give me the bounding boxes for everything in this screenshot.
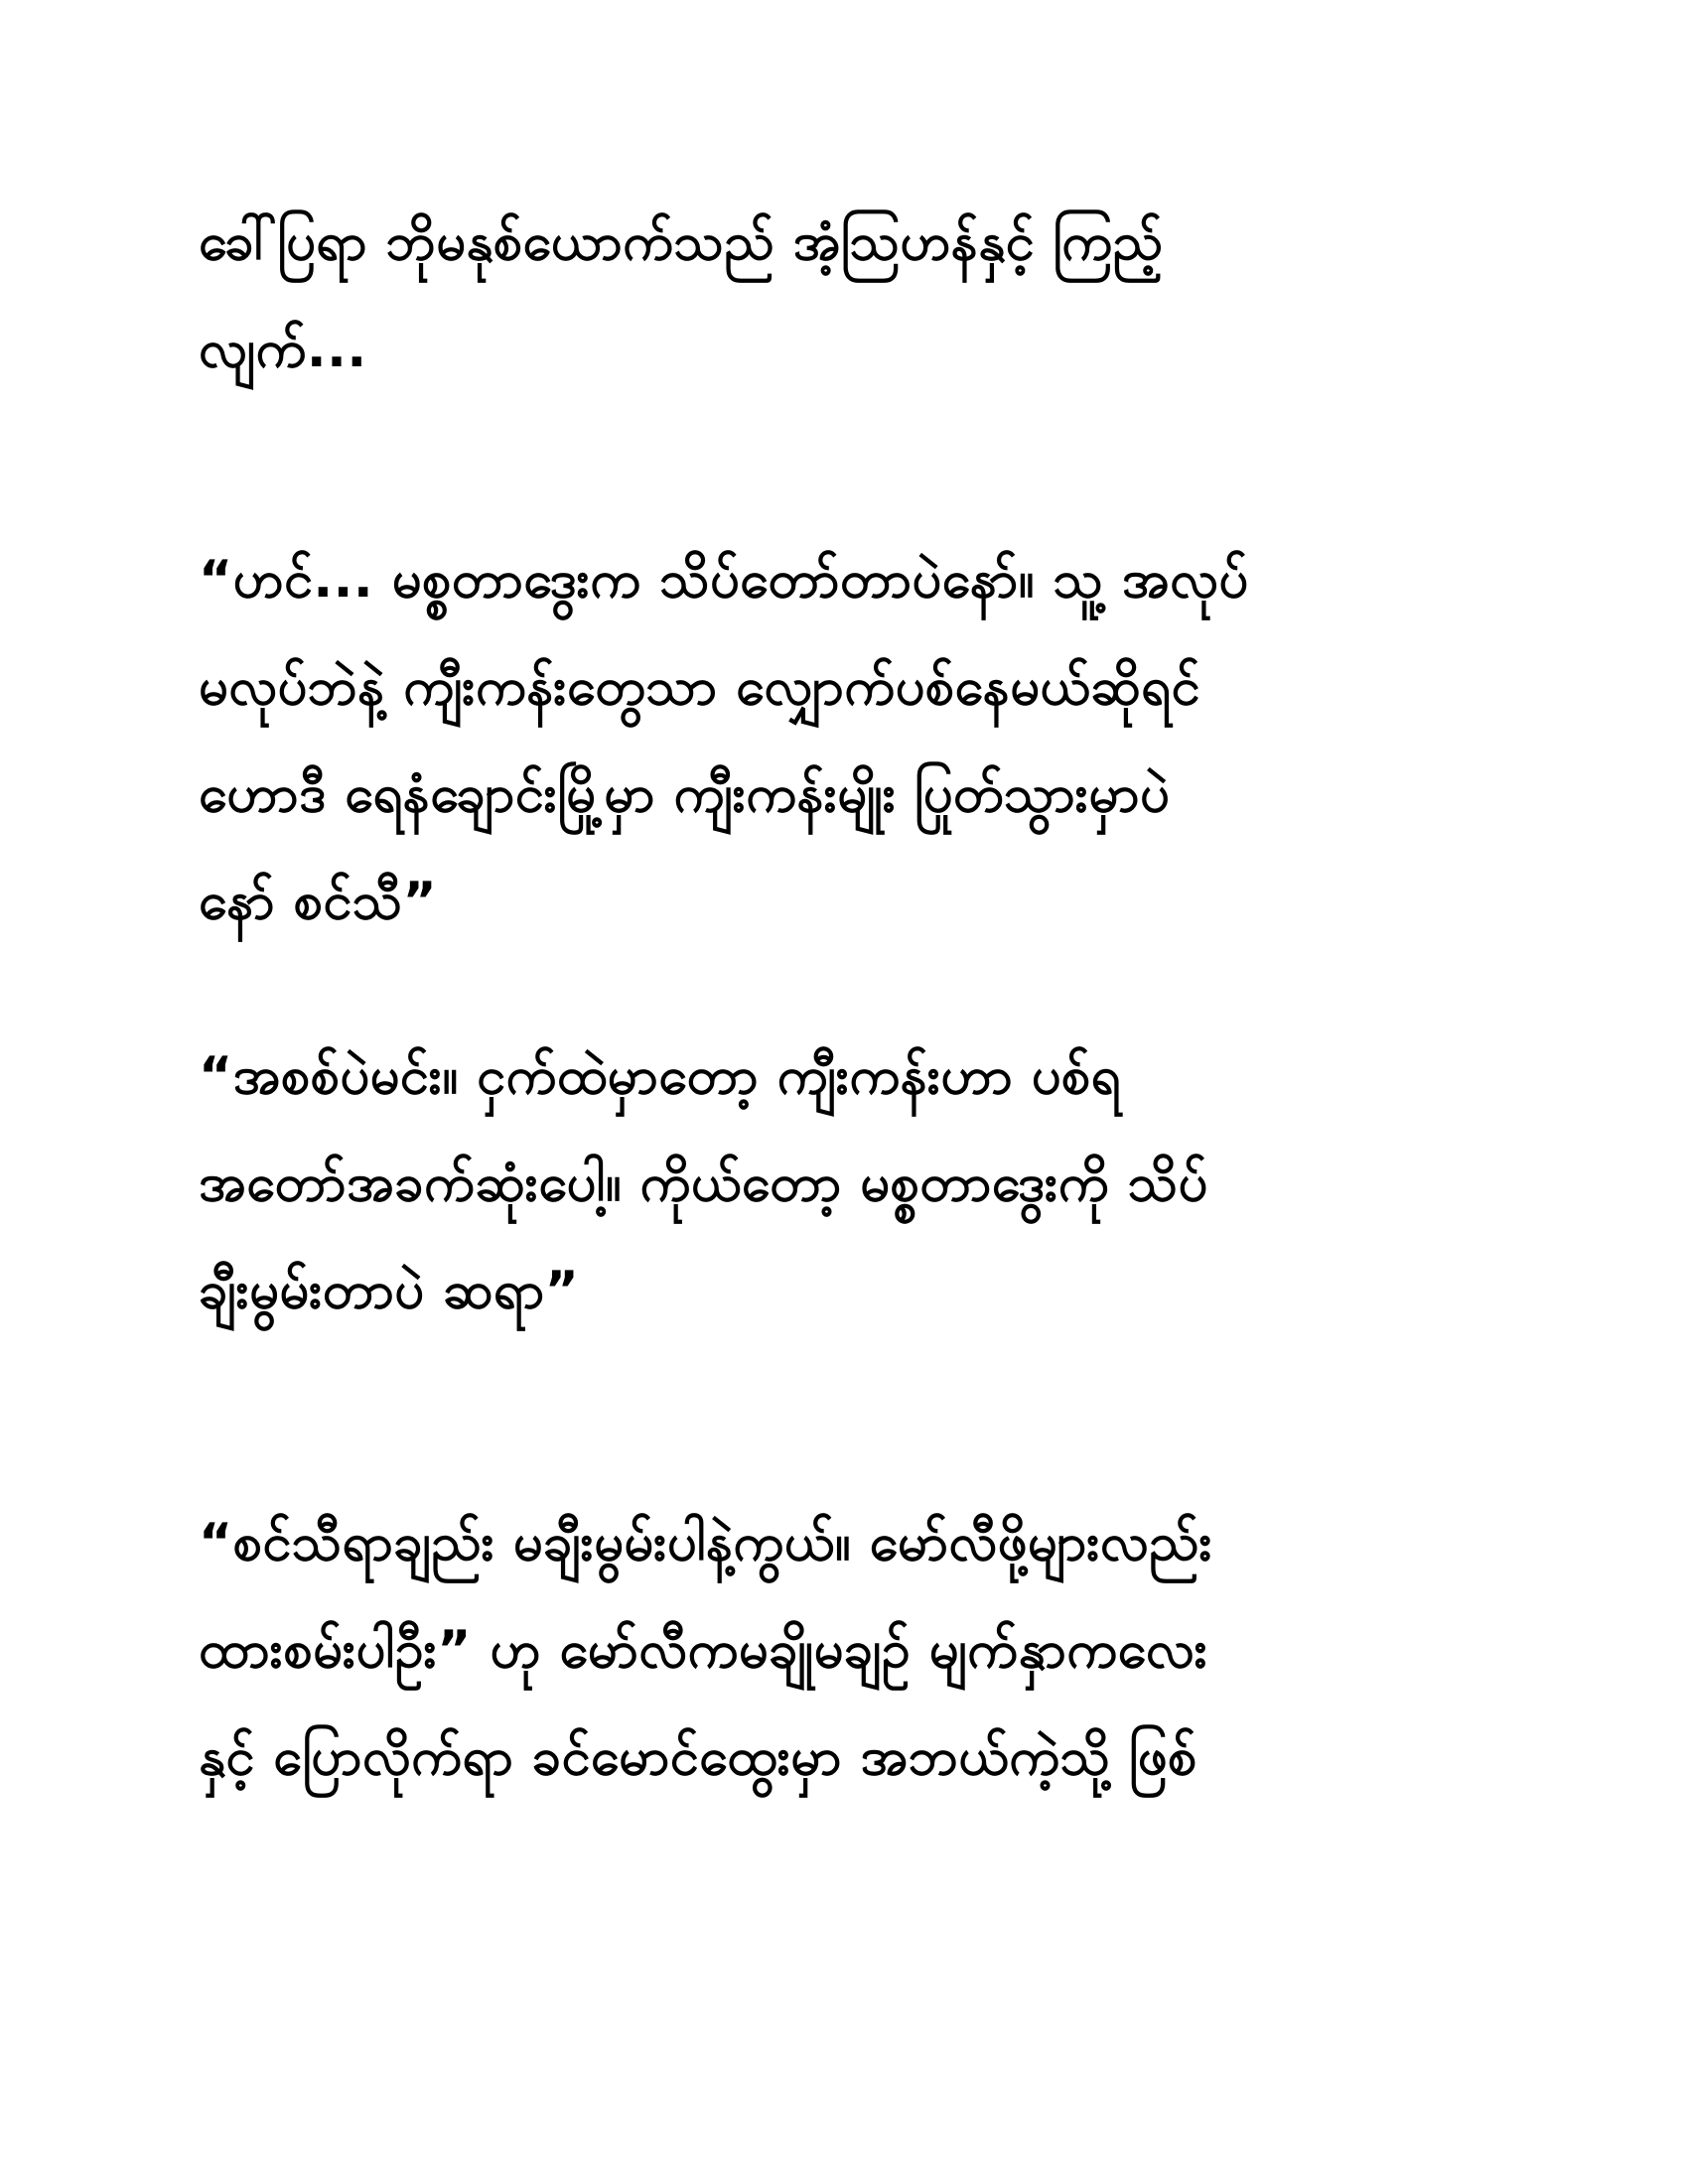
paragraph-line: ထားစမ်းပါဦး” ဟု မော်လီကမချိုမချဉ် မျက်နှာကလေး	[199, 1620, 1208, 1680]
paragraph-line: နှင့် ပြောလိုက်ရာ ခင်မောင်ထွေးမှာ အဘယ်ကဲ့သို့ ဖြစ်	[199, 1727, 1197, 1787]
paragraph-2	[199, 526, 1489, 955]
paragraph-line: ချီးမွမ်းတာပဲ ဆရာ”	[199, 1261, 580, 1320]
paragraph-1	[199, 189, 1489, 403]
paragraph-3	[199, 1023, 1489, 1344]
paragraph-line: အတော်အခက်ဆုံးပေါ့။ ကိုယ်တော့ မစ္စတာဒွေးကို သိပ်	[199, 1154, 1208, 1213]
paragraph-line: ခေါ်ပြရာ ဘိုမနုစ်ယောက်သည် အံ့သြဟန်နှင့် ကြည့်	[199, 212, 1164, 272]
paragraph-line: “အစစ်ပဲမင်း။ ငှက်ထဲမှာတော့ ကျီးကန်းဟာ ပစ်ရ	[199, 1046, 1122, 1106]
paragraph-line: “ဟင်... မစ္စတာဒွေးက သိပ်တော်တာပဲနော်။ သူ့ အလုပ်	[199, 550, 1249, 610]
paragraph-4	[199, 1489, 1489, 1811]
paragraph-line: လျက်...	[199, 320, 367, 379]
paragraph-line: နော် စင်သီ”	[199, 872, 438, 931]
paragraph-line: ဟောဒီ ရေနံချောင်းမြို့မှာ ကျီးကန်းမျိုး ပြုတ်သွားမှာပဲ	[199, 764, 1171, 824]
paragraph-line: မလုပ်ဘဲနဲ့ ကျီးကန်းတွေသာ လျှောက်ပစ်နေမယ်ဆိုရင်	[199, 657, 1200, 717]
paragraph-line: “စင်သီရာချည်း မချီးမွမ်းပါနဲ့ကွယ်။ မော်လီဖို့များလည်း	[199, 1513, 1213, 1572]
